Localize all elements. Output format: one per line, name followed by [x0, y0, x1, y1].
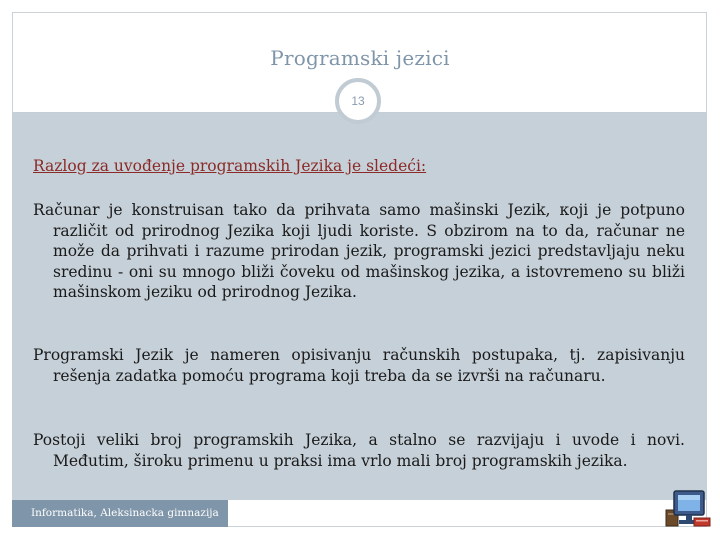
computer-icon	[664, 488, 712, 528]
paragraph-1: Računar je konstruisan tako da prihvata samo mašinski Jezik, кoji je potpuno različit od prirodnog Jezika koji ljudi koriste. S obzirom na to da, računar ne može da prihvati i razume prirodan jezik, programski jezici predstavljaju neku sredinu - oni su mnogo bliži čoveku od mašinskog jezika, a istovremeno su bliži mašinskom jeziku od prirodnog Jezika.	[33, 201, 685, 301]
paragraph-2: Programski Jezik je nameren opisivanju računskih postupaka, tj. zapisivanju rešenja zadatka pomoću programa koji treba da se izvrši na računaru.	[33, 346, 685, 385]
footer-text: Informatika, Aleksinacka gimnazija	[31, 507, 219, 519]
slide-number-badge: 13	[335, 78, 381, 124]
slide-title: Programski jezici	[270, 46, 450, 70]
paragraph-3: Postoji veliki broj programskih Jezika, a stalno se razvijaju i uvode i novi. Međutim, široku primenu u praksi ima vrlo mali broj programskih jezika.	[33, 431, 685, 470]
section-heading: Razlog za uvođenje programskih Jezika je sledeći:	[33, 157, 427, 175]
